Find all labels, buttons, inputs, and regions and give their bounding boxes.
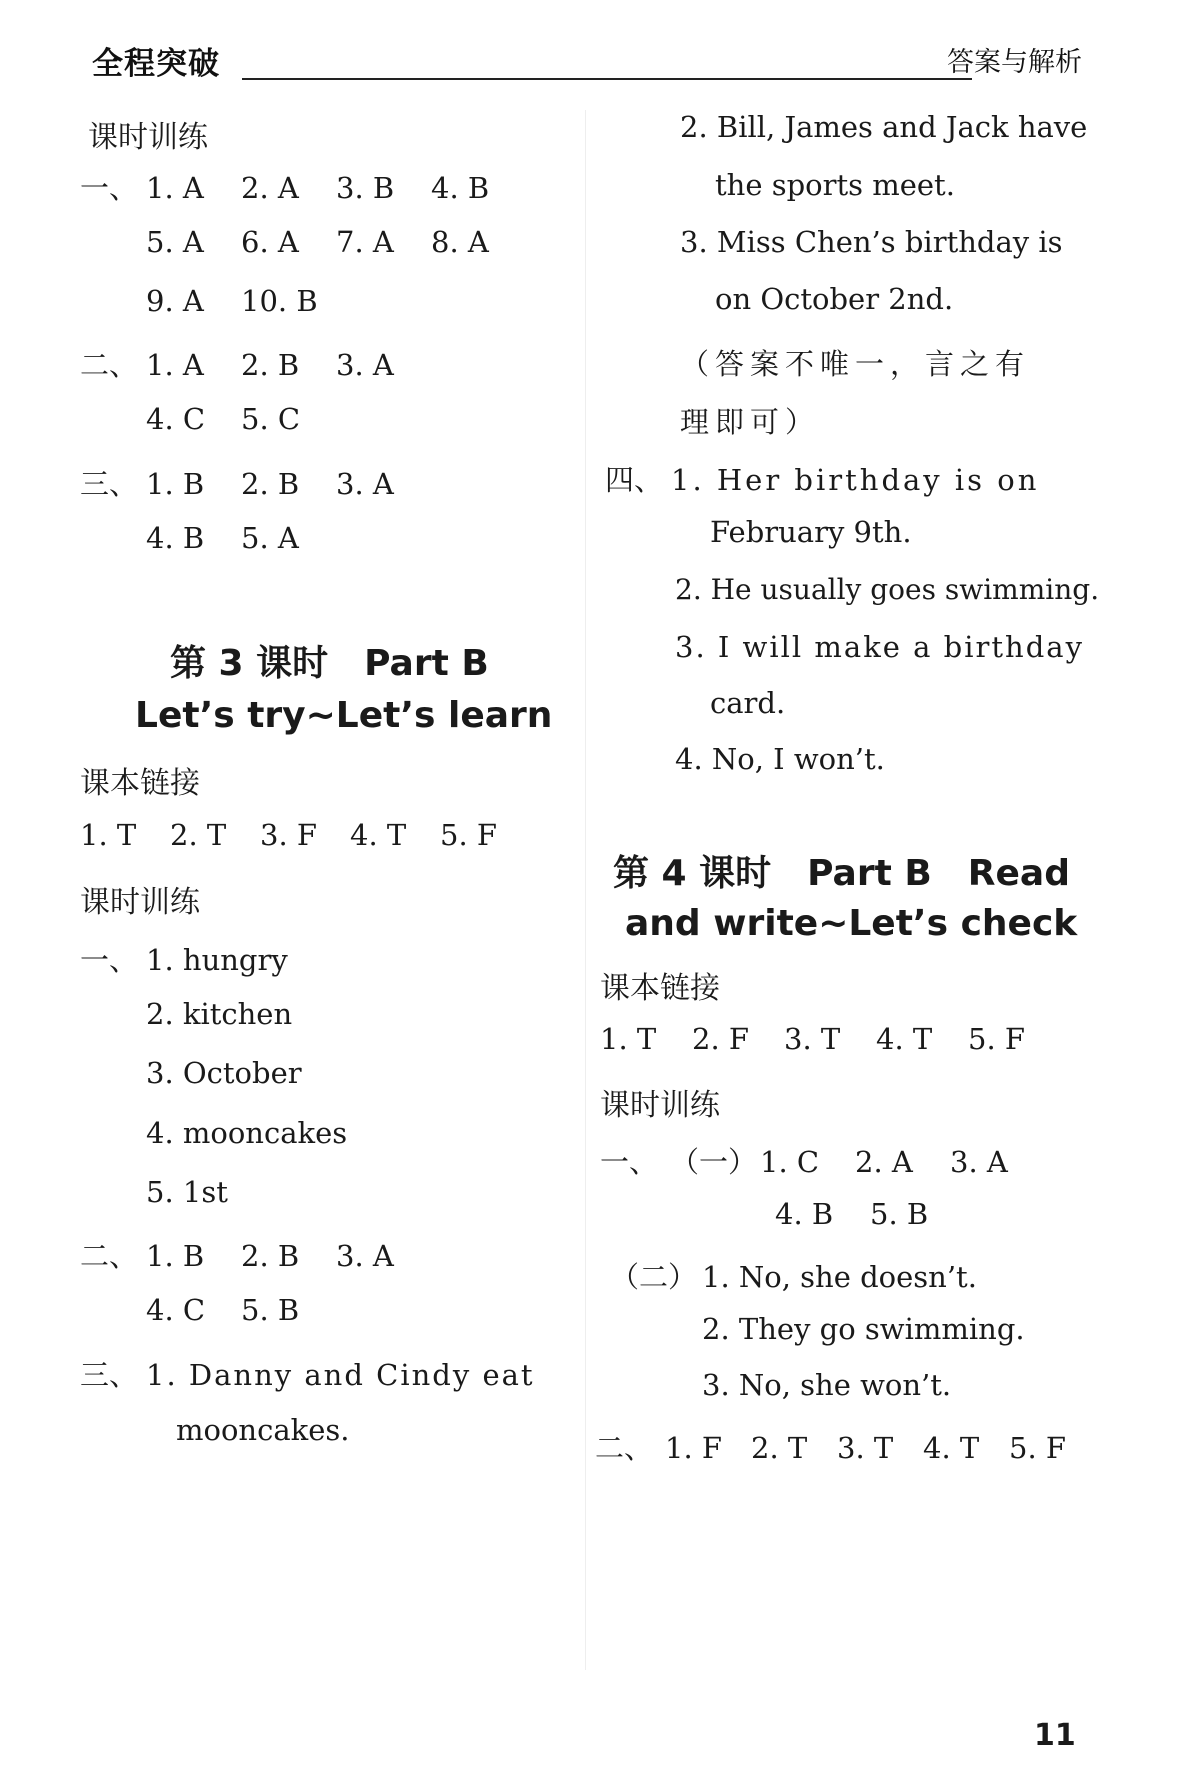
section-label: 答案与解析 — [947, 47, 1082, 78]
answer-row — [595, 1426, 1066, 1467]
answer-item: 5. C — [241, 402, 301, 436]
answer-row — [146, 521, 299, 555]
answer-item: 8. A — [431, 225, 489, 259]
answer-item: 1. A — [146, 171, 204, 205]
question-label: 一、 — [80, 171, 139, 205]
answer-continuation: card. — [710, 686, 786, 720]
answer-item: 5. A — [241, 521, 299, 555]
answer-item: 3. A — [950, 1145, 1008, 1179]
answer-item: 2. He usually goes swimming. — [675, 573, 1100, 606]
answer-item: 7. A — [336, 225, 394, 259]
question-label: 三、 — [80, 467, 139, 501]
answer-item: 1. C — [760, 1145, 820, 1179]
answer-continuation: on October 2nd. — [715, 282, 954, 316]
answer-item: 4. C — [146, 1293, 206, 1327]
answer-row — [600, 1140, 1008, 1181]
answer-item: 9. A — [146, 284, 204, 318]
answer-item: 3. No, she won’t. — [702, 1368, 952, 1402]
column-divider — [585, 110, 586, 1670]
answer-row — [610, 1255, 977, 1296]
answer-item: 5. B — [241, 1293, 300, 1327]
answer-item: 4. B — [146, 521, 205, 555]
answer-item: 3. A — [336, 348, 394, 382]
answer-item: 6. A — [241, 225, 299, 259]
answer-item: 1. Danny and Cindy eat — [146, 1358, 535, 1392]
answer-item: 1. B — [146, 1239, 205, 1273]
section-heading: 课时训练 — [80, 885, 200, 920]
answer-row — [146, 1293, 299, 1327]
answer-item: 4. B — [431, 171, 490, 205]
answer-row — [80, 1353, 535, 1394]
answer-row — [80, 1234, 394, 1275]
question-label: 二、 — [80, 348, 139, 382]
answer-item: 1. No, she doesn’t. — [702, 1260, 977, 1294]
note-text: 理即可） — [680, 405, 821, 439]
answer-item: 3. A — [336, 467, 394, 501]
answer-item: 2. B — [241, 1239, 300, 1273]
answer-continuation: February 9th. — [710, 515, 912, 549]
answer-item: 5. F — [968, 1022, 1026, 1056]
answer-item: 2. kitchen — [146, 997, 293, 1031]
question-label: 一、 — [80, 943, 139, 977]
answer-item: 2. T — [170, 818, 227, 852]
answer-item: 3. I will make a birthday — [675, 630, 1084, 664]
answer-item: 3. T — [784, 1022, 841, 1056]
header-rule — [242, 78, 972, 80]
answer-row — [146, 284, 318, 318]
question-label: 四、 — [605, 463, 664, 497]
answer-item: 1. Her birthday is on — [671, 463, 1040, 497]
answer-item: 4. No, I won’t. — [675, 742, 885, 776]
page-number: 11 — [1034, 1718, 1076, 1753]
answer-item: 3. A — [336, 1239, 394, 1273]
question-label: 一、 — [600, 1145, 659, 1179]
answer-row — [605, 458, 1039, 499]
answer-row — [80, 166, 489, 207]
note-text: （答案不唯一，言之有 — [680, 347, 1031, 381]
section-heading: 课本链接 — [600, 971, 720, 1006]
answer-item: 1. T — [80, 818, 137, 852]
answer-item: 2. A — [855, 1145, 913, 1179]
answer-item: 4. T — [350, 818, 407, 852]
answer-item: 1. B — [146, 467, 205, 501]
sub-question-label: （一） — [670, 1145, 758, 1179]
question-label: 二、 — [80, 1239, 139, 1273]
answer-item: 3. F — [260, 818, 318, 852]
page-header — [92, 38, 1082, 86]
answer-continuation: the sports meet. — [715, 168, 955, 202]
answer-item: 3. Miss Chen’s birthday is — [680, 225, 1063, 259]
question-label: 三、 — [80, 1358, 139, 1392]
sub-question-label: （二） — [610, 1260, 698, 1294]
answer-continuation: mooncakes. — [176, 1413, 350, 1447]
answer-item: 1. T — [600, 1022, 657, 1056]
answer-item: 2. A — [241, 171, 299, 205]
lesson-title: 第 4 课时 Part B Read — [613, 853, 1070, 894]
answer-item: 2. B — [241, 467, 300, 501]
lesson-subtitle: Let’s try~Let’s learn — [135, 695, 553, 736]
section-heading: 课时训练 — [600, 1088, 720, 1123]
answer-item: 5. 1st — [146, 1175, 228, 1209]
answer-item: 5. B — [870, 1197, 929, 1231]
answer-row — [80, 343, 394, 384]
answer-item: 1. hungry — [146, 943, 288, 977]
answer-item: 3. T — [837, 1431, 894, 1465]
answer-item: 4. T — [876, 1022, 933, 1056]
brand-logo: 全程突破 — [92, 46, 220, 82]
answer-item: 3. B — [336, 171, 395, 205]
answer-item: 5. F — [1009, 1431, 1067, 1465]
question-label: 二、 — [595, 1431, 654, 1465]
answer-item: 5. F — [440, 818, 498, 852]
answer-row — [146, 402, 300, 436]
answer-row — [80, 818, 497, 852]
answer-row — [600, 1022, 1025, 1056]
answer-item: 4. B — [775, 1197, 834, 1231]
answer-item: 4. C — [146, 402, 206, 436]
answer-item: 2. F — [692, 1022, 750, 1056]
answer-item: 2. T — [751, 1431, 808, 1465]
section-heading: 课时训练 — [88, 120, 208, 155]
answer-row — [146, 225, 489, 259]
answer-row — [80, 938, 288, 979]
section-heading: 课本链接 — [80, 766, 200, 801]
answer-item: 2. Bill, James and Jack have — [680, 110, 1088, 144]
answer-item: 1. F — [665, 1431, 723, 1465]
answer-item: 2. B — [241, 348, 300, 382]
answer-item: 3. October — [146, 1056, 302, 1090]
answer-item: 1. A — [146, 348, 204, 382]
answer-item: 5. A — [146, 225, 204, 259]
answer-item: 4. mooncakes — [146, 1116, 348, 1150]
answer-item: 10. B — [241, 284, 318, 318]
lesson-subtitle: and write~Let’s check — [625, 903, 1078, 944]
answer-item: 4. T — [923, 1431, 980, 1465]
answer-row — [775, 1197, 928, 1231]
lesson-title: 第 3 课时 Part B — [170, 643, 489, 684]
answer-item: 2. They go swimming. — [702, 1312, 1025, 1346]
answer-row — [80, 462, 394, 503]
